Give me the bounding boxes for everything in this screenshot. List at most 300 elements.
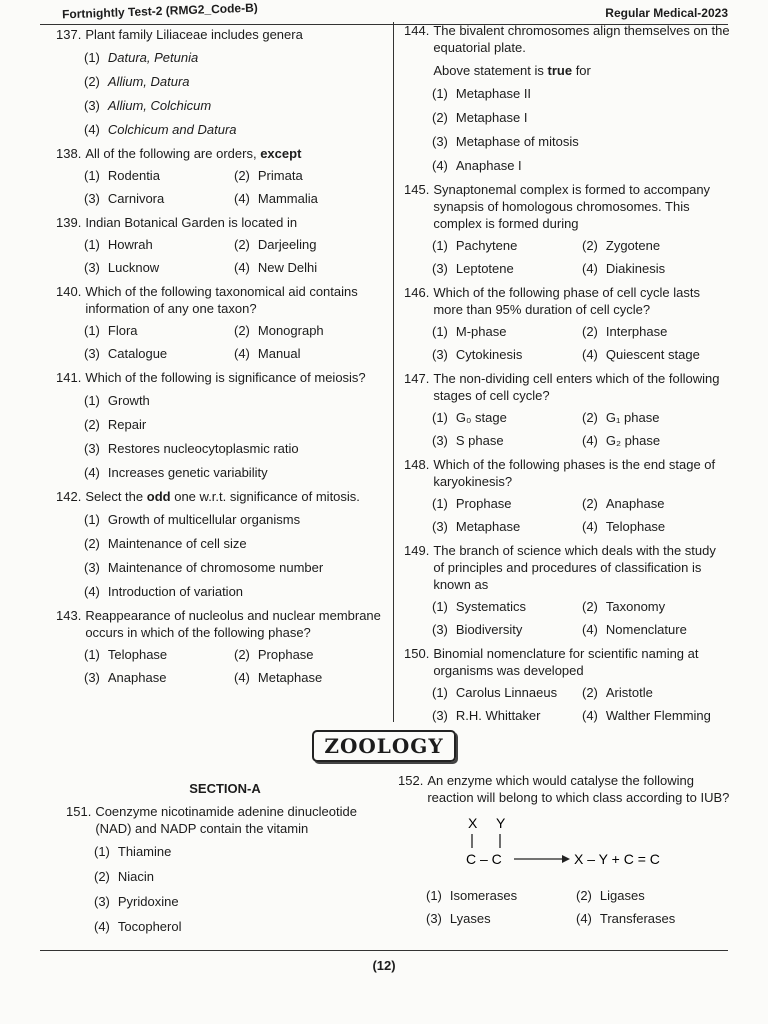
- question-item: [404, 370, 730, 452]
- question-text: [404, 645, 730, 679]
- option-label: (3): [432, 347, 448, 362]
- option-label: (2): [582, 599, 598, 614]
- option-text: Mammalia: [257, 191, 318, 206]
- option-text: Colchicum and Datura: [107, 121, 237, 137]
- option-1[interactable]: [84, 388, 382, 412]
- option-label: (4): [234, 191, 250, 206]
- question-text-main: The branch of science which deals with the study of principles and procedures of classification is known as: [433, 543, 716, 592]
- options-list: [426, 884, 732, 930]
- course-title: Regular Medical-2023: [605, 6, 728, 20]
- option-label: (1): [84, 647, 100, 662]
- option-text: Thiamine: [117, 844, 172, 859]
- question-text: [404, 181, 730, 232]
- option-1[interactable]: [84, 643, 234, 666]
- option-1[interactable]: [84, 319, 234, 342]
- option-2[interactable]: [582, 595, 732, 618]
- question-text-main: Coenzyme nicotinamide adenine dinucleotide (NAD) and NADP contain the vitamin: [95, 804, 357, 836]
- option-4[interactable]: [582, 257, 732, 280]
- option-label: (3): [432, 261, 448, 276]
- options-list: [432, 234, 730, 280]
- option-label: (1): [84, 511, 100, 527]
- option-1[interactable]: [84, 164, 234, 187]
- question-item: [56, 488, 382, 603]
- option-label: (3): [84, 346, 100, 361]
- left-column: [56, 26, 382, 693]
- option-3[interactable]: [432, 515, 582, 538]
- question-body: [85, 283, 382, 317]
- question-number: 152.: [398, 773, 424, 788]
- question-item: [404, 456, 730, 538]
- statement-pre: Above statement is: [433, 63, 544, 78]
- option-label: (3): [426, 911, 442, 926]
- option-text: G₂ phase: [605, 433, 661, 448]
- option-text: Carolus Linnaeus: [455, 685, 558, 700]
- option-text: Lucknow: [107, 260, 160, 275]
- option-label: (1): [432, 599, 448, 614]
- question-text-main: Which of the following phase of cell cycle lasts more than 95% duration of cell cycle?: [433, 285, 700, 317]
- option-4[interactable]: [582, 618, 732, 641]
- option-label: (2): [84, 416, 100, 432]
- option-4[interactable]: [582, 515, 732, 538]
- option-text: Increases genetic variability: [107, 464, 268, 480]
- option-4[interactable]: [582, 704, 732, 727]
- question-text-main: Reappearance of nucleolus and nuclear membrane occurs in which of the following phase?: [85, 608, 381, 640]
- option-text: Transferases: [599, 911, 676, 926]
- option-label: (3): [432, 133, 448, 149]
- question-text-main: The non-dividing cell enters which of the following stages of cell cycle?: [433, 371, 720, 403]
- question-text-main: Plant family Liliaceae includes genera: [85, 27, 303, 42]
- option-label: (2): [94, 869, 110, 884]
- question-text: [404, 456, 730, 490]
- reaction-product: X – Y + C = C: [574, 851, 660, 867]
- zoology-title: ZOOLOGY: [312, 730, 455, 762]
- question-number: 138.: [56, 146, 82, 161]
- options-list: [432, 595, 730, 641]
- option-text: Systematics: [455, 599, 526, 614]
- question-text: [404, 370, 730, 404]
- option-text: Biodiversity: [455, 622, 523, 637]
- option-text: Darjeeling: [257, 237, 317, 252]
- question-item: [56, 214, 382, 279]
- option-text: Taxonomy: [605, 599, 666, 614]
- question-item: [66, 803, 384, 939]
- option-text: Maintenance of cell size: [107, 535, 247, 551]
- option-label: (3): [84, 670, 100, 685]
- option-label: (1): [84, 237, 100, 252]
- question-number: 139.: [56, 215, 82, 230]
- option-2[interactable]: [576, 884, 726, 907]
- option-text: Rodentia: [107, 168, 160, 183]
- options-list: [84, 45, 382, 141]
- option-1[interactable]: [94, 839, 384, 864]
- option-2[interactable]: [582, 492, 732, 515]
- option-text: Walther Flemming: [605, 708, 711, 723]
- question-body: [85, 214, 382, 231]
- option-text: Introduction of variation: [107, 583, 244, 599]
- option-4[interactable]: [582, 343, 732, 366]
- option-text: M-phase: [455, 324, 507, 339]
- option-text: Zygotene: [605, 238, 661, 253]
- option-label: (4): [234, 346, 250, 361]
- option-label: (1): [426, 888, 442, 903]
- option-text: Metaphase: [455, 519, 521, 534]
- option-2[interactable]: [582, 234, 732, 257]
- option-label: (4): [582, 433, 598, 448]
- option-label: (1): [432, 685, 448, 700]
- option-label: (2): [582, 324, 598, 339]
- option-text: Cytokinesis: [455, 347, 523, 362]
- option-label: (4): [576, 911, 592, 926]
- question-body: [433, 456, 730, 490]
- option-1[interactable]: [432, 681, 582, 704]
- option-text: S phase: [455, 433, 504, 448]
- question-text: [404, 284, 730, 318]
- option-label: (3): [84, 559, 100, 575]
- question-body: [433, 22, 730, 79]
- options-list: [84, 388, 382, 484]
- option-text: Flora: [107, 323, 138, 338]
- question-text: [56, 26, 382, 43]
- option-label: (1): [432, 410, 448, 425]
- option-3[interactable]: [84, 256, 234, 279]
- option-text: Metaphase: [257, 670, 323, 685]
- question-body: [85, 488, 382, 505]
- option-text: Monograph: [257, 323, 324, 338]
- question-text-main: The bivalent chromosomes align themselves on the equatorial plate.: [433, 23, 730, 55]
- option-1[interactable]: [432, 320, 582, 343]
- option-label: (1): [84, 168, 100, 183]
- option-4[interactable]: [582, 429, 732, 452]
- option-1[interactable]: [84, 233, 234, 256]
- option-text: Pachytene: [455, 238, 518, 253]
- option-label: (3): [84, 260, 100, 275]
- question-number: 146.: [404, 285, 430, 300]
- option-4[interactable]: [84, 460, 382, 484]
- statement-post: for: [575, 63, 591, 78]
- option-text: Catalogue: [107, 346, 168, 361]
- reaction-y: Y: [496, 815, 506, 831]
- question-body: [433, 542, 730, 593]
- option-label: (4): [84, 121, 100, 137]
- option-label: (1): [432, 238, 448, 253]
- option-label: (1): [84, 323, 100, 338]
- page-number: (12): [372, 958, 396, 973]
- question-number: 144.: [404, 23, 430, 38]
- question-item: [404, 542, 730, 641]
- option-4[interactable]: [234, 256, 384, 279]
- option-3[interactable]: [432, 429, 582, 452]
- question-body: [427, 772, 732, 806]
- option-text: Datura, Petunia: [107, 49, 199, 65]
- option-label: (2): [234, 237, 250, 252]
- option-text: R.H. Whittaker: [455, 708, 541, 723]
- option-label: (2): [84, 73, 100, 89]
- option-text: Tocopherol: [117, 919, 182, 934]
- zoology-banner: [0, 730, 768, 762]
- option-3[interactable]: [432, 129, 730, 153]
- option-label: (1): [84, 49, 100, 65]
- option-2[interactable]: [84, 531, 382, 555]
- option-text: Anaphase: [107, 670, 167, 685]
- option-2[interactable]: [582, 406, 732, 429]
- option-text: G₁ phase: [605, 410, 660, 425]
- question-body: [433, 284, 730, 318]
- option-label: (1): [432, 85, 448, 101]
- option-text: Nomenclature: [605, 622, 687, 637]
- question-text: [66, 803, 384, 837]
- option-label: (1): [84, 392, 100, 408]
- question-number: 141.: [56, 370, 82, 385]
- option-label: (2): [84, 535, 100, 551]
- option-label: (2): [582, 685, 598, 700]
- question-body: [433, 181, 730, 232]
- option-label: (3): [94, 894, 110, 909]
- question-text: [398, 772, 732, 806]
- option-text: Restores nucleocytoplasmic ratio: [107, 440, 299, 456]
- question-text-main: Which of the following taxonomical aid contains information of any one taxon?: [85, 284, 358, 316]
- option-text: Allium, Colchicum: [107, 97, 212, 113]
- option-4[interactable]: [234, 666, 384, 689]
- option-4[interactable]: [576, 907, 726, 930]
- option-2[interactable]: [234, 319, 384, 342]
- section-title: SECTION-A: [189, 781, 261, 796]
- option-text: Quiescent stage: [605, 347, 700, 362]
- option-4[interactable]: [432, 153, 730, 177]
- options-list: [84, 319, 382, 365]
- question-body: [85, 26, 382, 43]
- option-label: (3): [432, 708, 448, 723]
- option-label: (3): [432, 519, 448, 534]
- option-3[interactable]: [84, 436, 382, 460]
- option-label: (4): [234, 670, 250, 685]
- option-text: Metaphase II: [455, 85, 532, 101]
- option-1[interactable]: [426, 884, 576, 907]
- question-text: [404, 542, 730, 593]
- option-text: Anaphase I: [455, 157, 522, 173]
- option-3[interactable]: [84, 555, 382, 579]
- option-text: Lyases: [449, 911, 491, 926]
- question-text-main: Which of the following phases is the end stage of karyokinesis?: [433, 457, 716, 489]
- reaction-x: X: [468, 815, 478, 831]
- options-list: [432, 320, 730, 366]
- option-label: (2): [234, 647, 250, 662]
- option-2[interactable]: [582, 681, 732, 704]
- option-label: (4): [234, 260, 250, 275]
- question-text: [56, 607, 382, 641]
- question-number: 149.: [404, 543, 430, 558]
- question-number: 147.: [404, 371, 430, 386]
- option-4[interactable]: [234, 187, 384, 210]
- question-item: [56, 283, 382, 365]
- option-text: Leptotene: [455, 261, 514, 276]
- question-item: [56, 607, 382, 689]
- option-label: (4): [582, 261, 598, 276]
- option-text: Anaphase: [605, 496, 665, 511]
- option-text: Pyridoxine: [117, 894, 179, 909]
- question-text: [56, 145, 382, 162]
- option-text: G₀ stage: [455, 410, 507, 425]
- column-divider: [393, 22, 394, 722]
- option-label: (2): [234, 323, 250, 338]
- options-list: [432, 406, 730, 452]
- option-2[interactable]: [234, 164, 384, 187]
- option-label: (4): [582, 622, 598, 637]
- option-2[interactable]: [84, 412, 382, 436]
- option-text: Howrah: [107, 237, 153, 252]
- option-1[interactable]: [432, 406, 582, 429]
- question-text: [56, 488, 382, 505]
- option-text: Carnivora: [107, 191, 165, 206]
- question-text-main: An enzyme which would catalyse the following reaction will belong to which class according to IUB?: [427, 773, 730, 805]
- options-list: [84, 643, 382, 689]
- question-152: [398, 772, 732, 934]
- options-list: [432, 492, 730, 538]
- option-label: (3): [84, 440, 100, 456]
- option-3[interactable]: [432, 704, 582, 727]
- question-item: [398, 772, 732, 930]
- question-item: [56, 369, 382, 484]
- question-number: 140.: [56, 284, 82, 299]
- option-label: (3): [84, 97, 100, 113]
- option-text: Interphase: [605, 324, 668, 339]
- question-item: [404, 645, 730, 727]
- option-label: (4): [582, 347, 598, 362]
- option-text: Prophase: [455, 496, 512, 511]
- option-3[interactable]: [94, 889, 384, 914]
- option-text: Metaphase I: [455, 109, 528, 125]
- option-label: (3): [432, 622, 448, 637]
- question-151: [66, 780, 384, 943]
- question-text: [404, 22, 730, 79]
- question-body: [85, 607, 382, 641]
- question-text-main: All of the following are orders,: [85, 146, 257, 161]
- option-text: Manual: [257, 346, 301, 361]
- option-3[interactable]: [426, 907, 576, 930]
- option-3[interactable]: [432, 618, 582, 641]
- option-2[interactable]: [432, 105, 730, 129]
- options-list: [432, 81, 730, 177]
- option-1[interactable]: [432, 234, 582, 257]
- question-number: 137.: [56, 27, 82, 42]
- option-label: (1): [94, 844, 110, 859]
- question-text: [56, 214, 382, 231]
- option-text: Aristotle: [605, 685, 653, 700]
- question-text: [56, 283, 382, 317]
- option-3[interactable]: [432, 257, 582, 280]
- option-label: (3): [432, 433, 448, 448]
- option-text: Ligases: [599, 888, 645, 903]
- option-label: (1): [432, 496, 448, 511]
- option-1[interactable]: [84, 45, 382, 69]
- option-text: Primata: [257, 168, 303, 183]
- question-item: [404, 284, 730, 366]
- options-list: [84, 164, 382, 210]
- question-text-main: Synaptonemal complex is formed to accompany synapsis of homologous chromosomes. This complex is formed during: [433, 182, 711, 231]
- option-label: (2): [582, 410, 598, 425]
- question-body: [85, 369, 382, 386]
- option-text: Allium, Datura: [107, 73, 190, 89]
- option-4[interactable]: [234, 342, 384, 365]
- reaction-arrow-head: [562, 855, 570, 863]
- option-label: (4): [582, 708, 598, 723]
- options-list: [432, 681, 730, 727]
- question-emphasis: except: [260, 146, 302, 161]
- question-number: 150.: [404, 646, 430, 661]
- option-4[interactable]: [84, 117, 382, 141]
- question-body: [433, 645, 730, 679]
- option-text: Telophase: [107, 647, 168, 662]
- option-3[interactable]: [84, 666, 234, 689]
- option-1[interactable]: [432, 595, 582, 618]
- footer-divider: [40, 950, 728, 951]
- option-label: (2): [432, 109, 448, 125]
- option-label: (1): [432, 324, 448, 339]
- option-text: Diakinesis: [605, 261, 666, 276]
- options-list: [84, 233, 382, 279]
- option-4[interactable]: [84, 579, 382, 603]
- question-text: [56, 369, 382, 386]
- option-label: (2): [582, 496, 598, 511]
- question-text-main: one w.r.t. significance of mitosis.: [174, 489, 360, 504]
- option-label: (2): [582, 238, 598, 253]
- option-3[interactable]: [84, 93, 382, 117]
- option-text: Growth of multicellular organisms: [107, 511, 301, 527]
- options-list: [94, 839, 384, 939]
- question-number: 145.: [404, 182, 430, 197]
- option-text: Isomerases: [449, 888, 518, 903]
- option-1[interactable]: [432, 492, 582, 515]
- option-label: (4): [84, 464, 100, 480]
- option-1[interactable]: [84, 507, 382, 531]
- option-3[interactable]: [84, 187, 234, 210]
- option-2[interactable]: [234, 233, 384, 256]
- option-1[interactable]: [432, 81, 730, 105]
- option-text: Metaphase of mitosis: [455, 133, 579, 149]
- question-body: [95, 803, 384, 837]
- option-text: Telophase: [605, 519, 666, 534]
- statement-emphasis: true: [547, 63, 573, 78]
- question-body: [433, 370, 730, 404]
- option-text: Maintenance of chromosome number: [107, 559, 324, 575]
- question-text-main: Indian Botanical Garden is located in: [85, 215, 298, 230]
- option-text: New Delhi: [257, 260, 318, 275]
- test-title: Fortnightly Test-2 (RMG2_Code-B): [61, 0, 258, 22]
- option-4[interactable]: [94, 914, 384, 939]
- option-text: Prophase: [257, 647, 314, 662]
- question-item: [404, 181, 730, 280]
- question-statement: [433, 62, 730, 79]
- option-2[interactable]: [234, 643, 384, 666]
- option-3[interactable]: [432, 343, 582, 366]
- question-text-main: Which of the following is significance of meiosis?: [85, 370, 366, 385]
- option-3[interactable]: [84, 342, 234, 365]
- options-list: [84, 507, 382, 603]
- question-number: 148.: [404, 457, 430, 472]
- question-item: [56, 145, 382, 210]
- question-item: [56, 26, 382, 141]
- question-item: [404, 22, 730, 177]
- option-label: (4): [582, 519, 598, 534]
- question-body: [85, 145, 382, 162]
- option-label: (3): [84, 191, 100, 206]
- question-text-main: Binomial nomenclature for scientific naming at organisms was developed: [433, 646, 699, 678]
- option-2[interactable]: [94, 864, 384, 889]
- option-2[interactable]: [582, 320, 732, 343]
- option-label: (2): [234, 168, 250, 183]
- option-2[interactable]: [84, 69, 382, 93]
- reaction-reactant: C – C: [466, 851, 502, 867]
- option-text: Growth: [107, 392, 150, 408]
